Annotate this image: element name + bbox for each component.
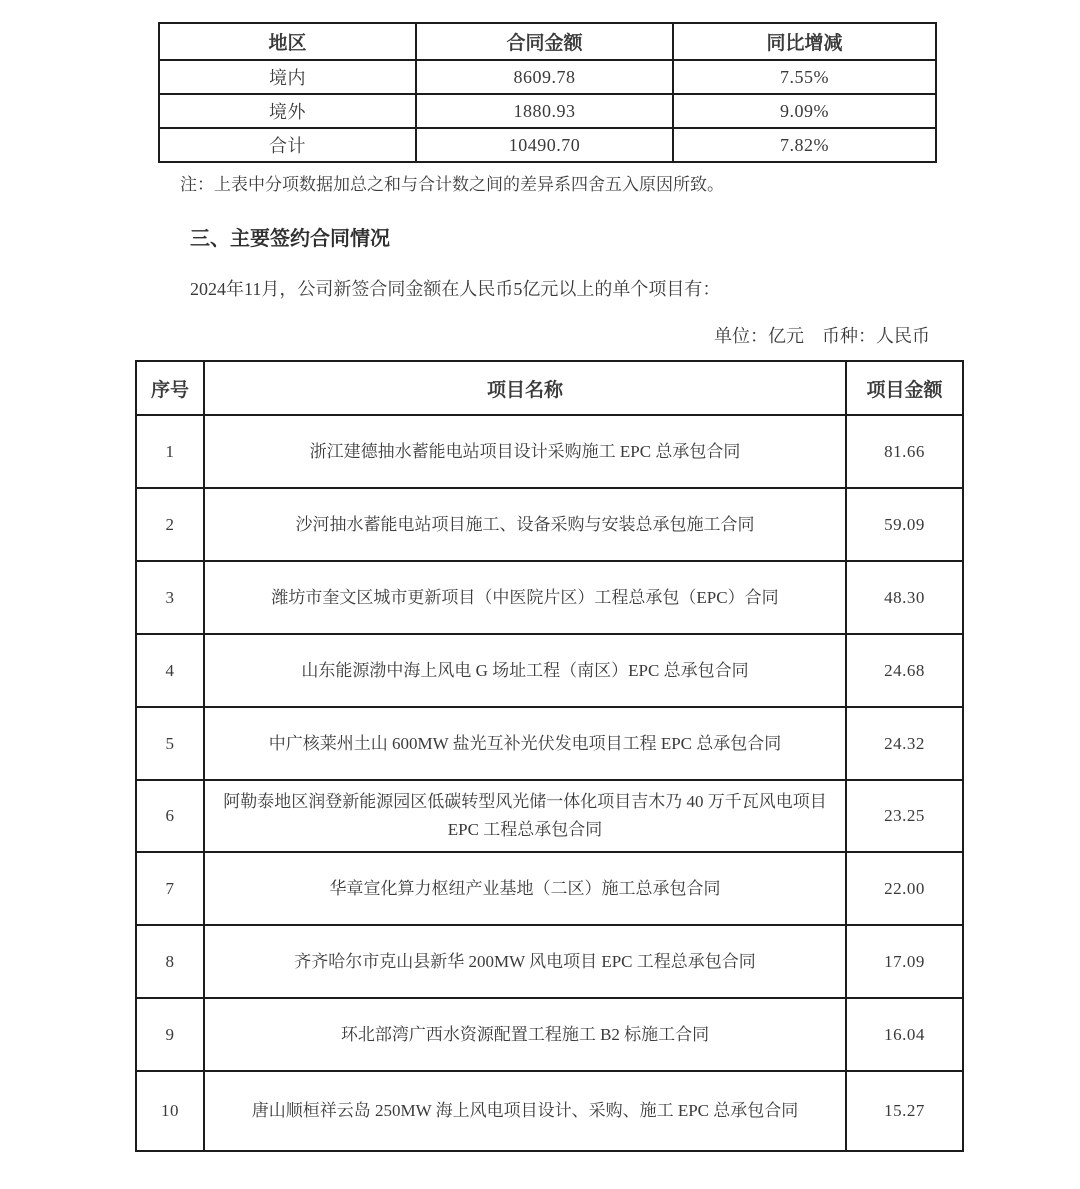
summary-header-yoy: 同比增减 — [673, 23, 936, 60]
project-amount-cell: 24.32 — [846, 707, 963, 780]
project-no-cell: 9 — [136, 998, 204, 1071]
table-row — [159, 60, 936, 94]
project-amount-cell: 15.27 — [846, 1071, 963, 1151]
section-heading: 三、主要签约合同情况 — [190, 228, 390, 250]
table-row — [136, 707, 963, 780]
region-cell: 境内 — [159, 60, 416, 94]
unit-currency-line: 单位：亿元 币种：人民币 — [714, 326, 930, 346]
table-row — [136, 925, 963, 998]
project-name-cell: 唐山顺桓祥云岛 250MW 海上风电项目设计、采购、施工 EPC 总承包合同 — [204, 1071, 846, 1151]
project-name-cell: 阿勒泰地区润登新能源园区低碳转型风光储一体化项目吉木乃 40 万千瓦风电项目 EPC 工程总承包合同 — [204, 780, 846, 852]
project-name-cell: 浙江建德抽水蓄能电站项目设计采购施工 EPC 总承包合同 — [204, 415, 846, 488]
region-cell: 境外 — [159, 94, 416, 128]
project-amount-cell: 17.09 — [846, 925, 963, 998]
project-name-cell: 沙河抽水蓄能电站项目施工、设备采购与安装总承包施工合同 — [204, 488, 846, 561]
summary-header-amount: 合同金额 — [416, 23, 673, 60]
projects-header-amount: 项目金额 — [846, 361, 963, 415]
project-no-cell: 10 — [136, 1071, 204, 1151]
project-amount-cell: 48.30 — [846, 561, 963, 634]
summary-header-row — [159, 23, 936, 60]
amount-cell: 8609.78 — [416, 60, 673, 94]
project-no-cell: 4 — [136, 634, 204, 707]
projects-header-row — [136, 361, 963, 415]
table-row — [136, 634, 963, 707]
project-amount-cell: 24.68 — [846, 634, 963, 707]
yoy-cell: 7.82% — [673, 128, 936, 162]
project-name-cell: 华章宣化算力枢纽产业基地（二区）施工总承包合同 — [204, 852, 846, 925]
table-row — [136, 852, 963, 925]
project-amount-cell: 59.09 — [846, 488, 963, 561]
project-no-cell: 1 — [136, 415, 204, 488]
projects-table — [135, 360, 964, 1152]
project-name-cell: 中广核莱州土山 600MW 盐光互补光伏发电项目工程 EPC 总承包合同 — [204, 707, 846, 780]
intro-paragraph: 2024年11月，公司新签合同金额在人民币5亿元以上的单个项目有： — [190, 279, 721, 299]
project-no-cell: 6 — [136, 780, 204, 852]
project-amount-cell: 16.04 — [846, 998, 963, 1071]
project-no-cell: 7 — [136, 852, 204, 925]
project-name-cell: 环北部湾广西水资源配置工程施工 B2 标施工合同 — [204, 998, 846, 1071]
table-row — [159, 94, 936, 128]
table-row — [136, 561, 963, 634]
project-amount-cell: 81.66 — [846, 415, 963, 488]
table-note: 注：上表中分项数据加总之和与合计数之间的差异系四舍五入原因所致。 — [180, 175, 724, 194]
project-amount-cell: 23.25 — [846, 780, 963, 852]
table-row — [136, 998, 963, 1071]
yoy-cell: 7.55% — [673, 60, 936, 94]
table-row — [159, 128, 936, 162]
document-page — [0, 22, 1080, 1189]
region-cell: 合计 — [159, 128, 416, 162]
project-no-cell: 5 — [136, 707, 204, 780]
project-no-cell: 3 — [136, 561, 204, 634]
summary-header-region: 地区 — [159, 23, 416, 60]
projects-header-name: 项目名称 — [204, 361, 846, 415]
project-amount-cell: 22.00 — [846, 852, 963, 925]
project-name-cell: 齐齐哈尔市克山县新华 200MW 风电项目 EPC 工程总承包合同 — [204, 925, 846, 998]
table-row — [136, 415, 963, 488]
project-no-cell: 8 — [136, 925, 204, 998]
table-row — [136, 780, 963, 852]
amount-cell: 1880.93 — [416, 94, 673, 128]
project-name-cell: 山东能源渤中海上风电 G 场址工程（南区）EPC 总承包合同 — [204, 634, 846, 707]
project-name-cell: 潍坊市奎文区城市更新项目（中医院片区）工程总承包（EPC）合同 — [204, 561, 846, 634]
table-row — [136, 488, 963, 561]
project-no-cell: 2 — [136, 488, 204, 561]
region-summary-table — [158, 22, 937, 163]
yoy-cell: 9.09% — [673, 94, 936, 128]
table-row — [136, 1071, 963, 1151]
amount-cell: 10490.70 — [416, 128, 673, 162]
projects-header-no: 序号 — [136, 361, 204, 415]
